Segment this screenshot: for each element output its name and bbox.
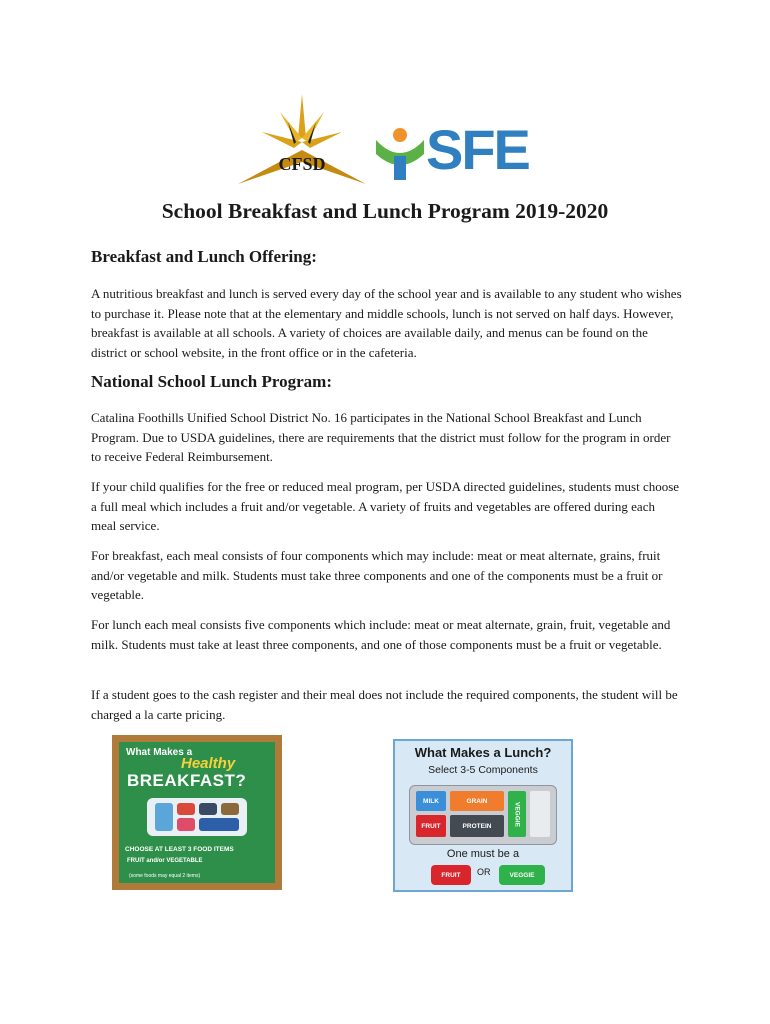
poster-lunch-or: OR: [477, 867, 491, 877]
lunch-tray-illustration: [409, 785, 557, 845]
breakfast-tray-illustration: [147, 798, 247, 836]
poster-lunch-title: What Makes a Lunch?: [414, 745, 552, 760]
poster-lunch-must: One must be a: [446, 848, 520, 860]
poster-lunch-subtitle: Select 3-5 Components: [428, 764, 538, 776]
option-veggie-badge: VEGGIE: [499, 865, 545, 885]
nslp-paragraph-5: If a student goes to the cash register and their meal does not include the required components, the student will be charged a la carte pricing.: [91, 687, 678, 722]
page-title: School Breakfast and Lunch Program 2019-2020: [161, 199, 609, 223]
nslp-paragraph-1: Catalina Foothills Unified School District No. 16 participates in the National School Breakfast and Lunch Program. Due to USDA guidelines, there are requirements that the district must follow for the program in order to receive Federal Reimbursement.: [91, 410, 671, 464]
sfe-logo: [374, 118, 529, 181]
milk-chip: MILK: [416, 791, 446, 811]
fruit-chip: FRUIT: [416, 815, 446, 837]
nslp-paragraph-3: For breakfast, each meal consists of four components which may include: meat or meat alternate, grains, fruit and/or vegetable and milk. Students must take three components and one of the components must be a fruit or vegetable.: [91, 548, 663, 602]
poster-breakfast-choose: CHOOSE AT LEAST 3 FOOD ITEMS: [125, 846, 234, 853]
section-heading-nslp: National School Lunch Program:: [91, 372, 333, 391]
protein-chip: PROTEIN: [450, 815, 504, 837]
nslp-paragraph-2: If your child qualifies for the free or reduced meal program, per USDA directed guidelines, students must choose a full meal which includes a fruit and/or vegetable. A variety of fruits and vegetables are offered during each meal service.: [91, 479, 680, 533]
sfe-logo-text: SFE: [426, 118, 529, 181]
healthy-breakfast-poster: [112, 735, 282, 890]
offering-paragraph: A nutritious breakfast and lunch is served every day of the school year and is available to any student who wishes to purchase it. Please note that at the elementary and middle schools, lunch is not served on half days. However, breakfast is available at all schools. A variety of choices are available daily, and menus can be found on the district or school website, in the front office or in the cafeteria.: [91, 286, 682, 360]
section-heading-offering: Breakfast and Lunch Offering:: [91, 247, 317, 266]
what-makes-a-lunch-poster: [393, 739, 573, 892]
poster-breakfast-note: (some foods may equal 2 items): [129, 873, 201, 879]
option-fruit-badge: FRUIT: [431, 865, 471, 885]
cfsd-logo: [238, 92, 368, 188]
nslp-paragraph-4: For lunch each meal consists five components which include: meat or meat alternate, grain, fruit, vegetable and milk. Students must take at least three components, and one of those components must be a fruit or vegetable.: [91, 617, 671, 652]
poster-breakfast-line2: Healthy: [181, 755, 236, 772]
cfsd-logo-text: CFSD: [278, 154, 326, 174]
poster-breakfast-fruit: FRUIT and/or VEGETABLE: [127, 858, 203, 864]
poster-breakfast-line3: BREAKFAST?: [127, 771, 247, 790]
veggie-chip: VEGGIE: [508, 791, 526, 837]
grain-chip: GRAIN: [450, 791, 504, 811]
poster-breakfast-line1: What Makes a: [126, 747, 193, 758]
